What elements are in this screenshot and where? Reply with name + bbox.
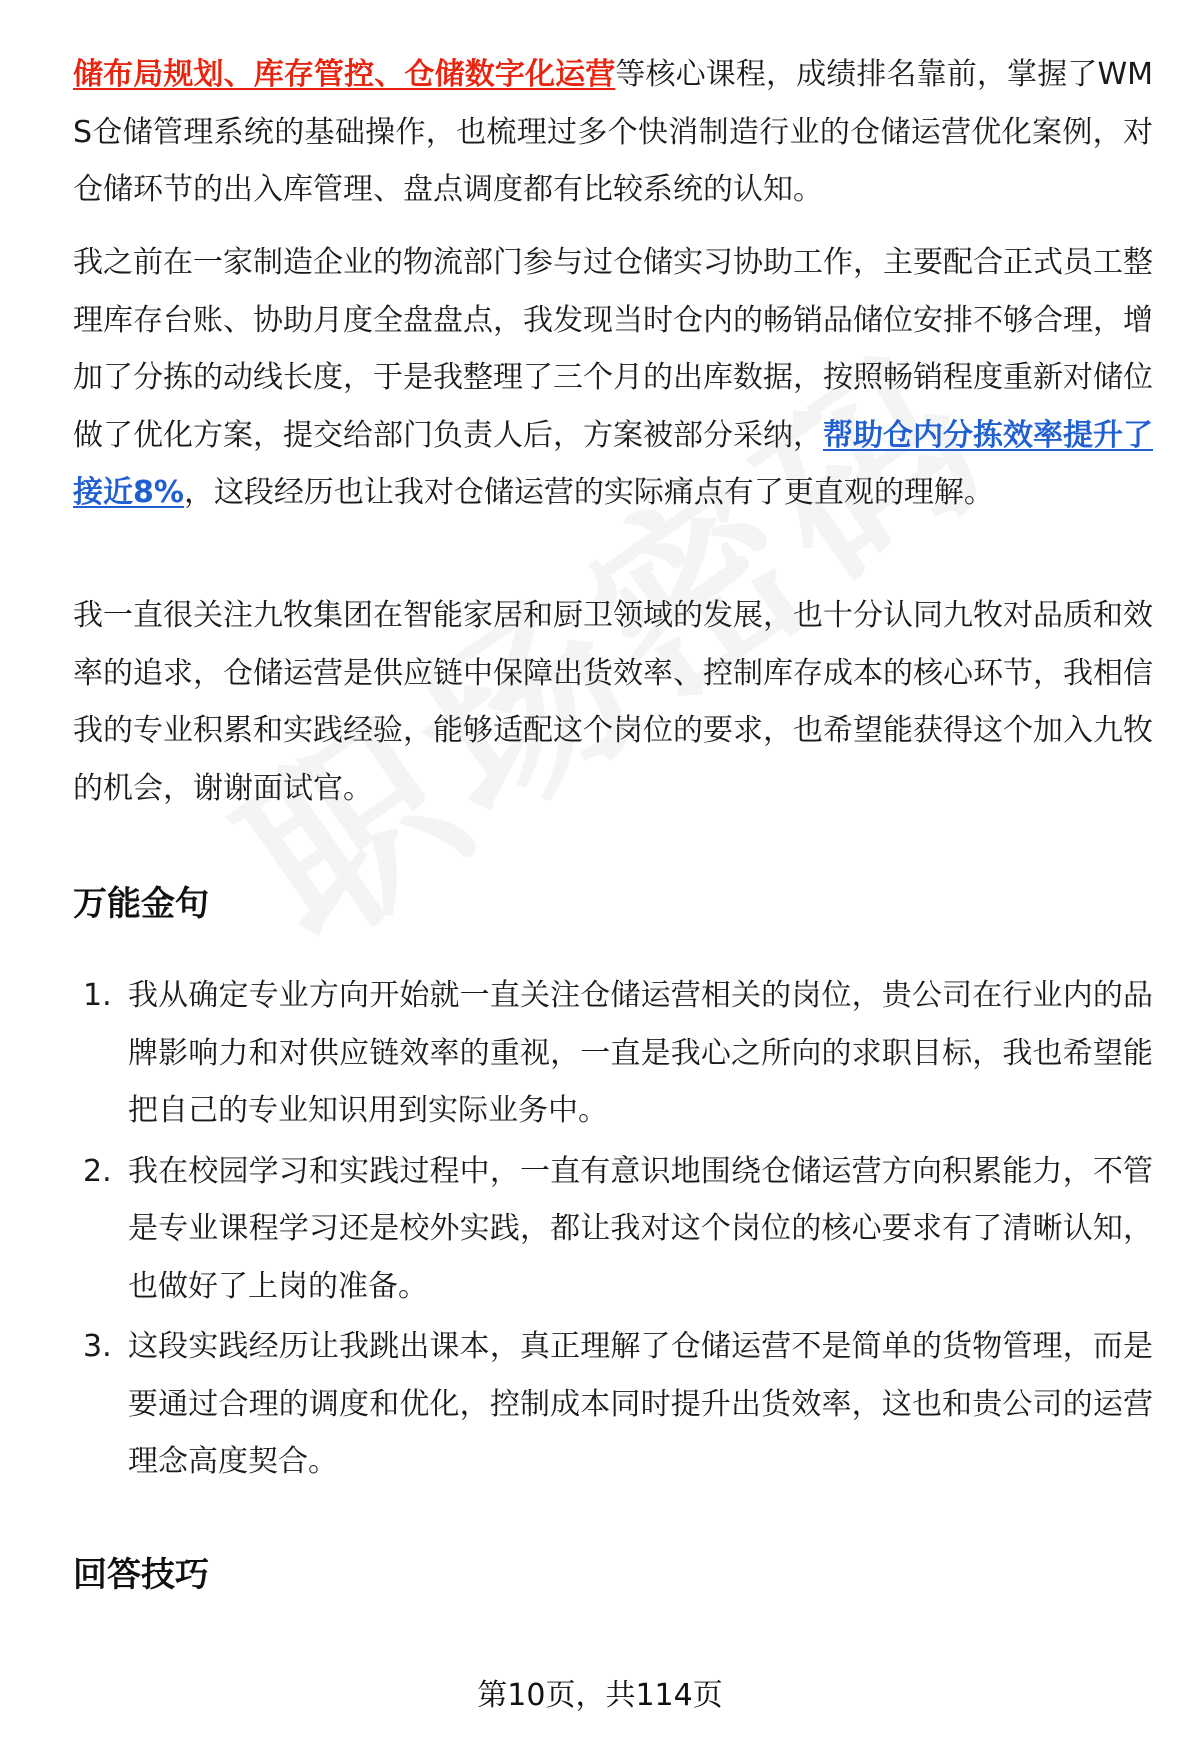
section-title-golden-sentences: 万能金句 <box>73 884 209 924</box>
page-number: 第10页，共114页 <box>477 1678 723 1713</box>
list-item-number: 2. <box>83 1153 112 1189</box>
paragraph-motivation <box>73 587 1153 817</box>
paragraph-internship <box>73 234 1153 522</box>
golden-sentences-list <box>73 967 1153 1494</box>
highlight-efficiency: 帮助仓内分拣效率提升了接近8% <box>73 417 1153 510</box>
paragraph-motivation-text: 我一直很关注九牧集团在智能家居和厨卫领域的发展，也十分认同九牧对品质和效率的追求，仓储运营是供应链中保障出货效率、控制库存成本的核心环节，我相信我的专业积累和实践经验，能够适配这个岗位的要求，也希望能获得这个加入九牧的机会，谢谢面试官。 <box>73 598 1153 806</box>
list-item <box>73 1318 1153 1491</box>
paragraph-internship-text-before: 我之前在一家制造企业的物流部门参与过仓储实习协助工作，主要配合正式员工整理库存台账、协助月度全盘盘点，我发现当时仓内的畅销品储位安排不够合理，增加了分拣的动线长度，于是我整理了三个月的出库数据，按照畅销程度重新对储位做了优化方案，提交给部门负责人后，方案被部分采纳， <box>73 245 1153 453</box>
list-item-number: 1. <box>83 978 112 1013</box>
paragraph-courses-text: 等核心课程，成绩排名靠前，掌握了WMS仓储管理系统的基础操作，也梳理过多个快消制造行业的仓储运营优化案例，对仓储环节的出入库管理、盘点调度都有比较系统的认知。 <box>73 57 1154 207</box>
list-item-text: 我从确定专业方向开始就一直关注仓储运营相关的岗位，贵公司在行业内的品牌影响力和对供应链效率的重视，一直是我心之所向的求职目标，我也希望能把自己的专业知识用到实际业务中。 <box>128 978 1153 1128</box>
list-item <box>73 1143 1153 1316</box>
list-item-text: 这段实践经历让我跳出课本，真正理解了仓储运营不是简单的货物管理，而是要通过合理的调度和优化，控制成本同时提升出货效率，这也和贵公司的运营理念高度契合。 <box>128 1329 1153 1479</box>
section-title-answer-tips: 回答技巧 <box>73 1555 209 1595</box>
list-item <box>73 967 1153 1140</box>
highlight-courses: 储布局规划、库存管控、仓储数字化运营 <box>73 57 616 92</box>
list-item-text: 我在校园学习和实践过程中，一直有意识地围绕仓储运营方向积累能力，不管是专业课程学习还是校外实践，都让我对这个岗位的核心要求有了清晰认知，也做好了上岗的准备。 <box>128 1153 1153 1304</box>
paragraph-courses <box>73 46 1153 219</box>
list-item-number: 3. <box>83 1329 112 1364</box>
paragraph-internship-text-after: ，这段经历也让我对仓储运营的实际痛点有了更直观的理解。 <box>183 475 994 510</box>
